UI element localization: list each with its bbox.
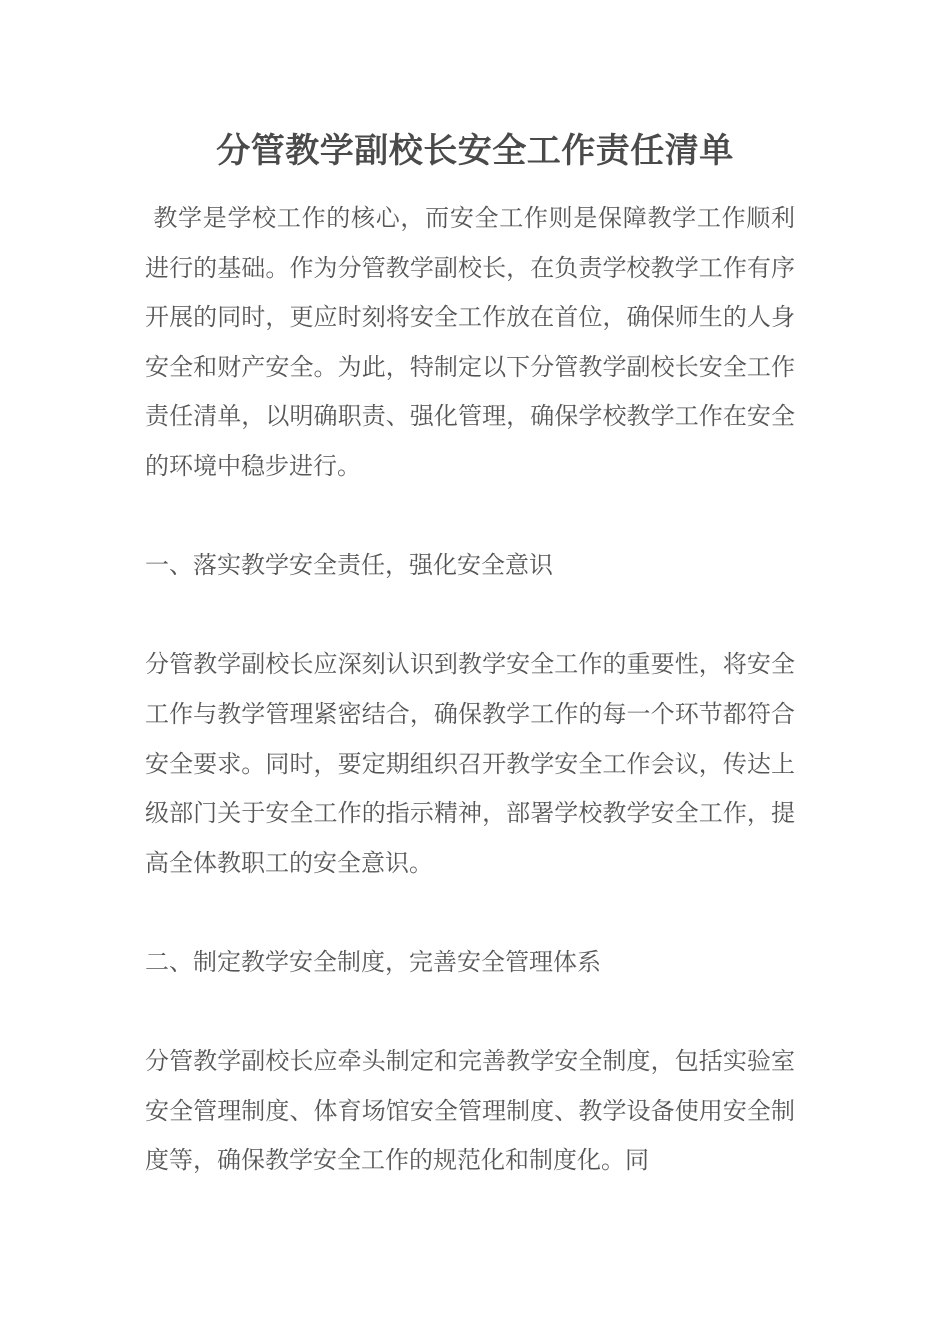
document-title: 分管教学副校长安全工作责任清单 <box>216 131 734 171</box>
paragraph-spacer <box>145 988 795 1038</box>
paragraph-spacer <box>145 591 795 641</box>
section-heading-2: 二、制定教学安全制度，完善安全管理体系 <box>145 947 601 976</box>
document-body <box>145 194 795 1186</box>
section-paragraph-2: 分管教学副校长应牵头制定和完善教学安全制度，包括实验室安全管理制度、体育场馆安全管理制度、教学设备使用安全制度等，确保教学安全工作的规范化和制度化。同 <box>145 1047 795 1175</box>
paragraph-spacer <box>145 492 795 542</box>
intro-paragraph: 教学是学校工作的核心，而安全工作则是保障教学工作顺利进行的基础。作为分管教学副校长，在负责学校教学工作有序开展的同时，更应时刻将安全工作放在首位，确保师生的人身安全和财产安全。为此，特制定以下分管教学副校长安全工作责任清单，以明确职责、强化管理，确保学校教学工作在安全的环境中稳步进行。 <box>145 204 795 480</box>
section-paragraph-1: 分管教学副校长应深刻认识到教学安全工作的重要性，将安全工作与教学管理紧密结合，确保教学工作的每一个环节都符合安全要求。同时，要定期组织召开教学安全工作会议，传达上级部门关于安全工作的指示精神，部署学校教学安全工作，提高全体教职工的安全意识。 <box>145 650 795 877</box>
paragraph-spacer <box>145 888 795 938</box>
section-heading-1: 一、落实教学安全责任，强化安全意识 <box>145 551 553 580</box>
